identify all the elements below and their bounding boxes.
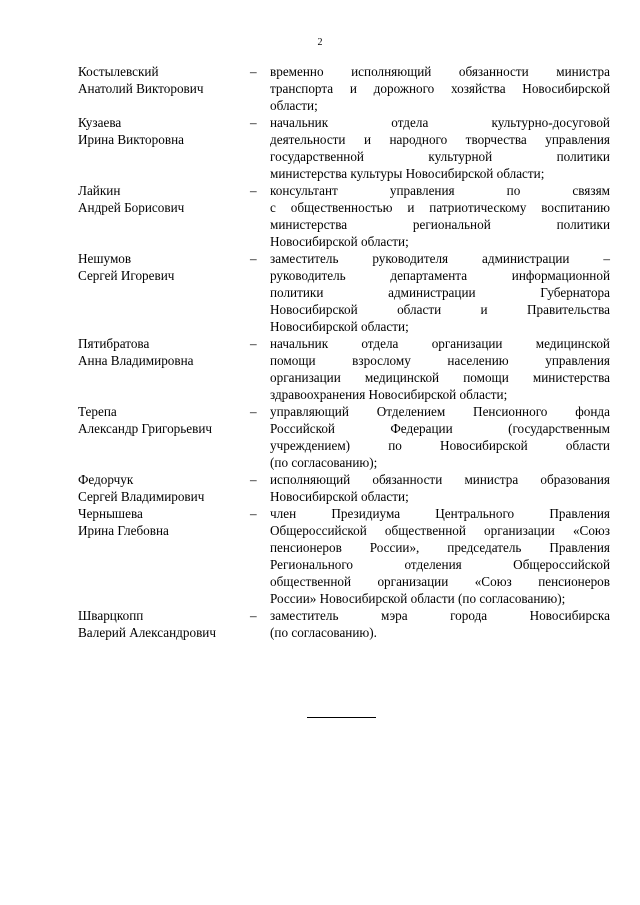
role-line: России» Новосибирской области (по согласованию); [270, 591, 566, 606]
separator-dash: – [250, 183, 257, 198]
member-name [78, 403, 250, 471]
member-role [270, 182, 610, 250]
role-line: деятельности и народного творчества управления [270, 132, 610, 147]
role-line: политики администрации Губернатора [270, 285, 610, 300]
role-line: член Президиума Центрального Правления [270, 506, 610, 521]
role-line: Новосибирской области и Правительства [270, 302, 610, 317]
separator-dash: – [250, 472, 257, 487]
role-line: заместитель руководителя администрации – [270, 251, 610, 266]
role-line: управляющий Отделением Пенсионного фонда [270, 404, 610, 419]
member-entry [78, 505, 610, 607]
role-line: руководитель департамента информационной [270, 268, 610, 283]
member-surname: Чернышева [78, 506, 143, 521]
member-entry [78, 182, 610, 250]
role-line: начальник отдела организации медицинской [270, 336, 610, 351]
member-name [78, 114, 250, 182]
separator-dash: – [250, 608, 257, 623]
role-line: Общероссийской общественной организации «Союз [270, 523, 610, 538]
role-line: исполняющий обязанности министра образования [270, 472, 610, 487]
member-surname: Шварцкопп [78, 608, 144, 623]
member-name [78, 182, 250, 250]
role-line: начальник отдела культурно-досуговой [270, 115, 610, 130]
member-role [270, 471, 610, 505]
member-surname: Костылевский [78, 64, 159, 79]
member-given-names: Анна Владимировна [78, 353, 194, 368]
member-surname: Федорчук [78, 472, 134, 487]
member-name [78, 471, 250, 505]
role-line: пенсионеров России», председатель Правления [270, 540, 610, 555]
role-line: (по согласованию). [270, 625, 377, 640]
member-entry [78, 335, 610, 403]
member-given-names: Валерий Александрович [78, 625, 216, 640]
member-role [270, 114, 610, 182]
separator-dash: – [250, 336, 257, 351]
member-given-names: Ирина Викторовна [78, 132, 184, 147]
member-role [270, 403, 610, 471]
role-line: министерства региональной политики [270, 217, 610, 232]
role-line: Регионального отделения Общероссийской [270, 557, 610, 572]
member-entry [78, 403, 610, 471]
role-line: Российской Федерации (государственным [270, 421, 610, 436]
member-name [78, 335, 250, 403]
separator-dash: – [250, 506, 257, 521]
role-line: Новосибирской области; [270, 319, 409, 334]
member-surname: Терепа [78, 404, 117, 419]
role-line: общественной организации «Союз пенсионеров [270, 574, 610, 589]
member-entry [78, 114, 610, 182]
member-given-names: Сергей Игоревич [78, 268, 175, 283]
member-role [270, 335, 610, 403]
role-line: (по согласованию); [270, 455, 378, 470]
member-surname: Кузаева [78, 115, 122, 130]
member-list [78, 63, 610, 641]
role-line: временно исполняющий обязанности министра [270, 64, 610, 79]
member-role [270, 250, 610, 335]
role-line: организации медицинской помощи министерства [270, 370, 610, 385]
member-name [78, 505, 250, 607]
member-given-names: Александр Григорьевич [78, 421, 213, 436]
role-line: области; [270, 98, 318, 113]
role-line: учреждением) по Новосибирской области [270, 438, 610, 453]
member-name [78, 250, 250, 335]
member-given-names: Анатолий Викторович [78, 81, 204, 96]
role-line: с общественностью и патриотическому воспитанию [270, 200, 610, 215]
role-line: Новосибирской области; [270, 234, 409, 249]
member-entry [78, 607, 610, 641]
member-given-names: Сергей Владимирович [78, 489, 205, 504]
separator-dash: – [250, 251, 257, 266]
member-surname: Пятибратова [78, 336, 150, 351]
member-surname: Нешумов [78, 251, 132, 266]
role-line: Новосибирской области; [270, 489, 409, 504]
member-entry [78, 471, 610, 505]
role-line: консультант управления по связям [270, 183, 610, 198]
separator-dash: – [250, 115, 257, 130]
member-given-names: Андрей Борисович [78, 200, 185, 215]
member-surname: Лайкин [78, 183, 121, 198]
role-line: министерства культуры Новосибирской области; [270, 166, 545, 181]
member-name [78, 607, 250, 641]
role-line: помощи взрослому населению управления [270, 353, 610, 368]
page-number: 2 [317, 37, 323, 48]
closing-rule [307, 717, 376, 718]
role-line: транспорта и дорожного хозяйства Новосибирской [270, 81, 610, 96]
role-line: заместитель мэра города Новосибирска [270, 608, 610, 623]
member-role [270, 607, 610, 641]
role-line: здравоохранения Новосибирской области; [270, 387, 508, 402]
separator-dash: – [250, 404, 257, 419]
role-line: государственной культурной политики [270, 149, 610, 164]
member-name [78, 63, 250, 114]
separator-dash: – [250, 64, 257, 79]
member-role [270, 505, 610, 607]
member-entry [78, 63, 610, 114]
member-role [270, 63, 610, 114]
member-given-names: Ирина Глебовна [78, 523, 169, 538]
member-entry [78, 250, 610, 335]
